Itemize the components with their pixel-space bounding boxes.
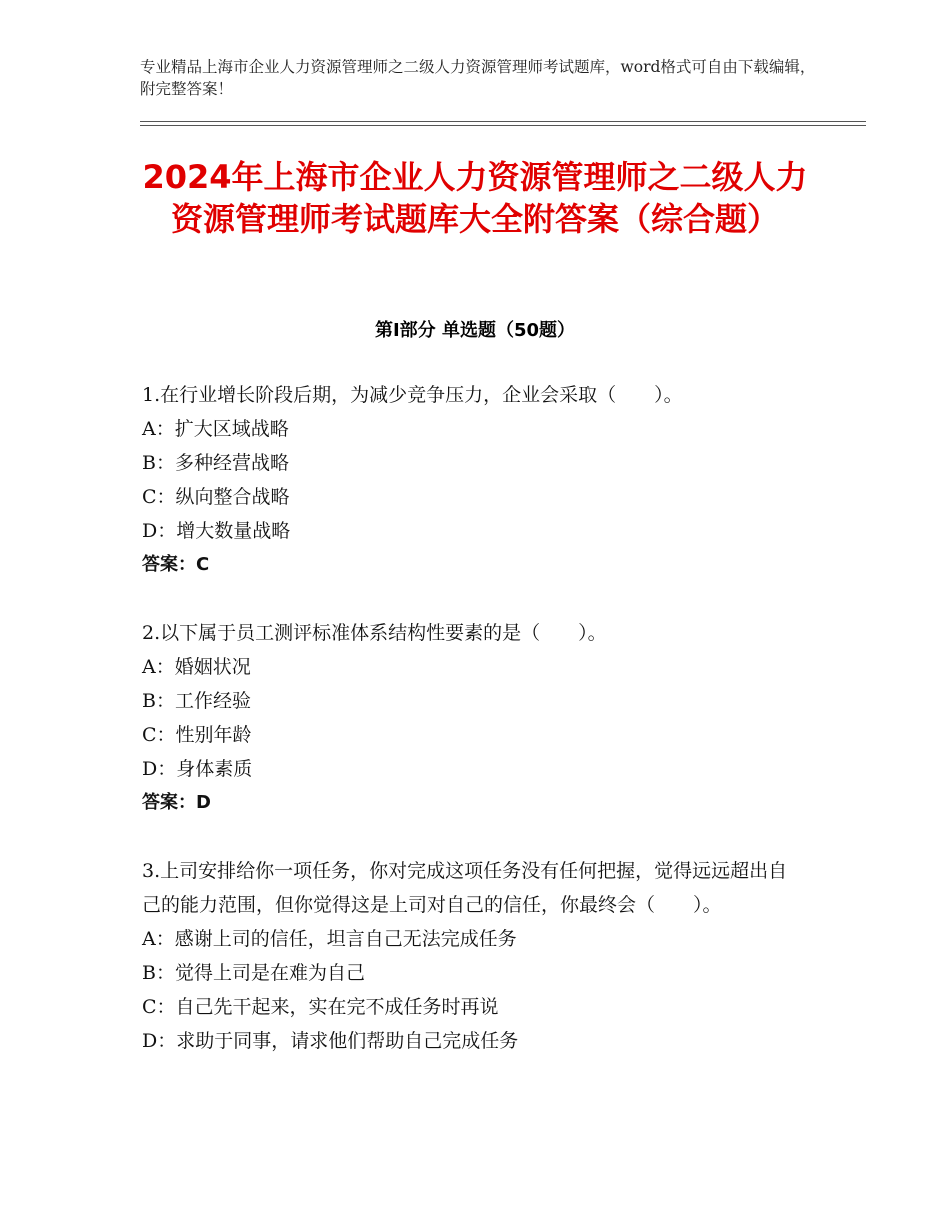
option-b: B：多种经营战略 xyxy=(142,452,289,474)
option-c: C：自己先干起来，实在完不成任务时再说 xyxy=(142,996,499,1018)
spacer xyxy=(142,582,802,616)
option-d: D：求助于同事，请求他们帮助自己完成任务 xyxy=(142,1030,519,1052)
option-d: D：增大数量战略 xyxy=(142,520,291,542)
option-d: D：身体素质 xyxy=(142,758,253,780)
option-c: C：性别年龄 xyxy=(142,724,252,746)
option-a: A：扩大区域战略 xyxy=(142,418,289,440)
question-stem: 2.以下属于员工测评标准体系结构性要素的是（ ）。 xyxy=(142,622,607,644)
header-divider-top xyxy=(140,121,866,122)
option-a: A：感谢上司的信任，坦言自己无法完成任务 xyxy=(142,928,517,950)
question-1 xyxy=(142,378,802,582)
question-2 xyxy=(142,616,802,820)
header-note: 专业精品上海市企业人力资源管理师之二级人力资源管理师考试题库，word格式可自由下载编辑，附完整答案！ xyxy=(140,58,816,98)
question-stem: 3.上司安排给你一项任务，你对完成这项任务没有任何把握，觉得远远超出自己的能力范围，但你觉得这是上司对自己的信任，你最终会（ ）。 xyxy=(142,860,788,916)
option-c: C：纵向整合战略 xyxy=(142,486,290,508)
question-3 xyxy=(142,854,802,1058)
document-title: 2024年上海市企业人力资源管理师之二级人力资源管理师考试题库大全附答案（综合题） xyxy=(142,158,808,238)
answer: 答案：C xyxy=(142,554,210,575)
question-list xyxy=(142,378,802,1058)
answer: 答案：D xyxy=(142,792,211,813)
option-b: B：工作经验 xyxy=(142,690,251,712)
option-a: A：婚姻状况 xyxy=(142,656,251,678)
section-heading: 第Ⅰ部分 单选题（50题） xyxy=(374,320,575,341)
spacer xyxy=(142,820,802,854)
header-divider-bottom xyxy=(140,125,866,126)
option-b: B：觉得上司是在难为自己 xyxy=(142,962,365,984)
question-stem: 1.在行业增长阶段后期，为减少竞争压力，企业会采取（ ）。 xyxy=(142,384,683,406)
